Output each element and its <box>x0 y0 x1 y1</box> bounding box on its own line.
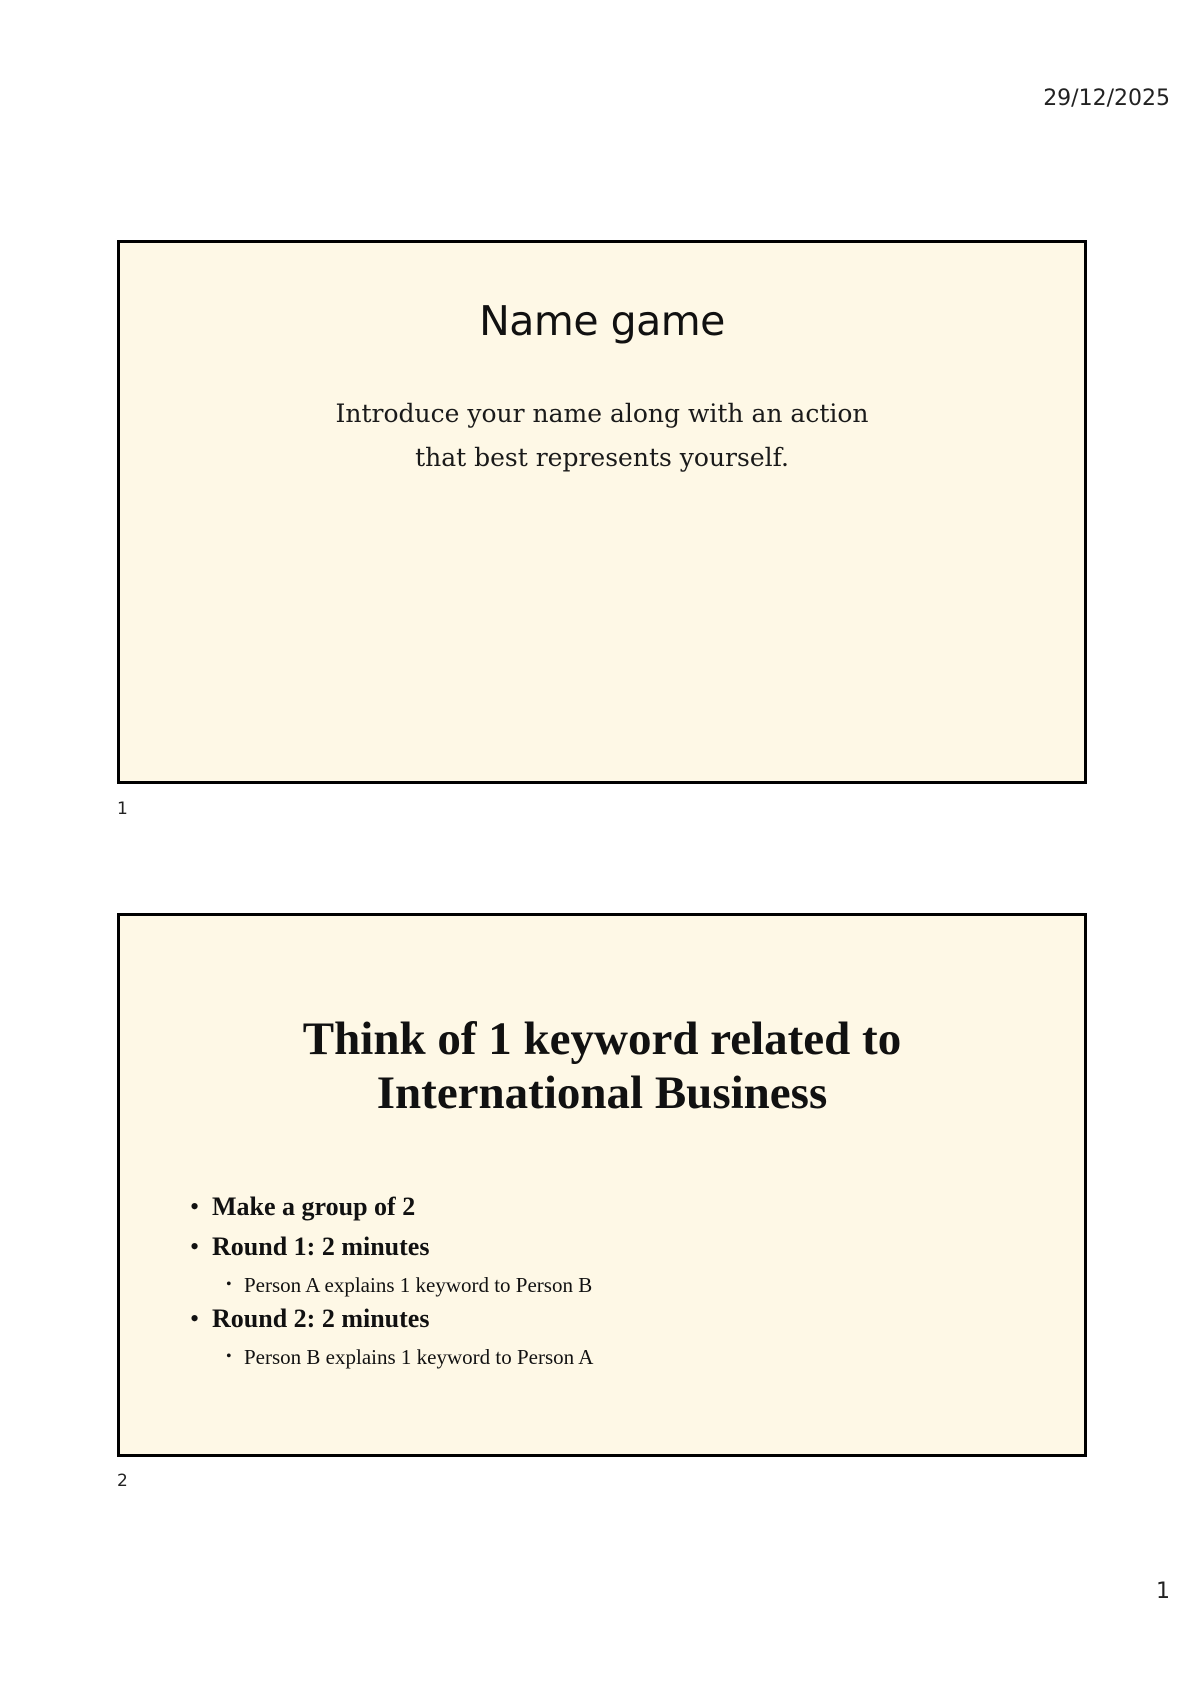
sub-bullet-item: • Person A explains 1 keyword to Person B <box>226 1270 593 1300</box>
bullet-text: Round 2: 2 minutes <box>212 1304 430 1333</box>
slide-body-line: that best represents yourself. <box>415 443 789 472</box>
bullet-list <box>190 1190 593 1374</box>
slide-title-line: Think of 1 keyword related to <box>302 1013 902 1065</box>
bullet-text: Make a group of 2 <box>212 1192 416 1221</box>
page-number: 1 <box>1156 1579 1170 1604</box>
slide-1 <box>117 240 1087 784</box>
slide-title-line: International Business <box>376 1067 828 1119</box>
sub-bullet-list <box>190 1270 593 1300</box>
sub-bullet-group <box>190 1270 593 1300</box>
slide-number: 1 <box>117 799 128 819</box>
page-date: 29/12/2025 <box>1043 86 1170 111</box>
sub-bullet-list <box>190 1342 593 1372</box>
slide-number: 2 <box>117 1471 128 1491</box>
sub-bullet-item: • Person B explains 1 keyword to Person A <box>226 1342 593 1372</box>
slide-title <box>120 1012 1084 1120</box>
slide-body <box>120 392 1084 480</box>
bullet-text: Round 1: 2 minutes <box>212 1232 430 1261</box>
bullet-item <box>190 1190 593 1224</box>
slide-body-line: Introduce your name along with an action <box>335 399 869 428</box>
sub-bullet-group <box>190 1342 593 1372</box>
slide-2 <box>117 913 1087 1457</box>
bullet-item <box>190 1230 593 1264</box>
bullet-item <box>190 1302 593 1336</box>
slide-title: Name game <box>479 297 725 345</box>
